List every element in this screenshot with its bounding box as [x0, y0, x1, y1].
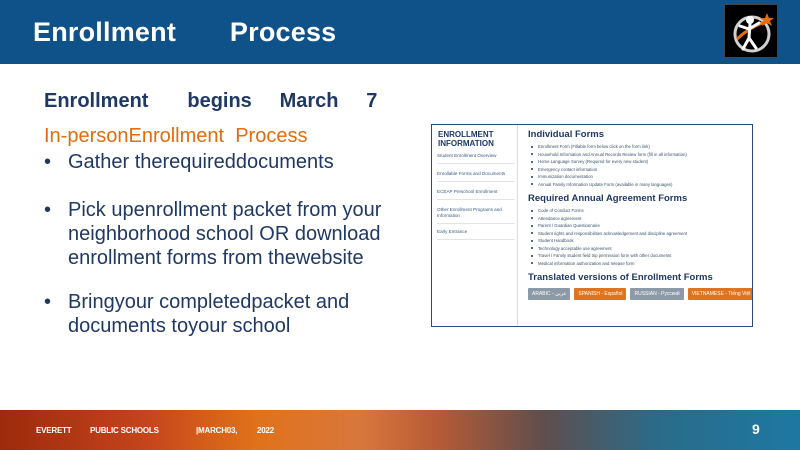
- process-heading: In-personEnrollment Process: [44, 125, 308, 147]
- annual-forms-list: [528, 208, 750, 266]
- sidebar-item: ECEAP Preschool Enrollment: [437, 189, 515, 200]
- sidebar-item: Early Entrance: [437, 229, 515, 240]
- sidebar-item: Enrollable Forms and Documents: [437, 171, 515, 182]
- language-button: ARABIC - عربي: [528, 288, 570, 300]
- list-item: Annual Family Information Update Form (available in many languages): [528, 182, 750, 188]
- slide-title: Enrollment Process: [33, 17, 337, 47]
- list-item: Student Handbook: [528, 238, 750, 244]
- sidebar-item: Student Enrollment Overview: [437, 153, 515, 164]
- footer-district-name: EVERETT: [36, 426, 72, 435]
- list-item: Travel / Family student field trip permission form with other documents: [528, 253, 750, 259]
- website-sidebar: [432, 125, 518, 327]
- language-button-row: [528, 288, 750, 300]
- bullet-marker: •: [44, 151, 52, 173]
- bullet-item: [44, 150, 424, 174]
- list-item: Medical information authorization and release form: [528, 261, 750, 267]
- list-item: Home Language Survey (Required for every new student): [528, 159, 750, 165]
- sidebar-title: ENROLLMENT INFORMATION: [438, 130, 494, 148]
- language-button: VIETNAMESE - Tiếng Việt: [688, 288, 753, 300]
- bullet-item: [44, 290, 424, 338]
- footer-district-suffix: PUBLIC SCHOOLS: [90, 426, 159, 435]
- page-number: 9: [752, 421, 760, 437]
- enrollment-date-heading: Enrollment begins March 7: [44, 90, 378, 112]
- annual-forms-heading: Required Annual Agreement Forms: [528, 193, 688, 204]
- district-logo-icon: [724, 4, 778, 58]
- list-item: Emergency contact information: [528, 167, 750, 173]
- individual-forms-list: [528, 144, 750, 187]
- footer-bar: [0, 410, 800, 450]
- footer-date: |MARCH03,: [196, 426, 238, 435]
- list-item: Attendance agreement: [528, 216, 750, 222]
- list-item: Household Information and Annual Records Review form (fill in all information): [528, 152, 750, 158]
- bullet-list: [44, 150, 424, 358]
- list-item: Student rights and responsibilities acknowledgement and discipline agreement: [528, 231, 750, 237]
- bullet-marker: •: [44, 199, 52, 221]
- bullet-marker: •: [44, 291, 52, 313]
- list-item: Parent / Guardian Questionnaire: [528, 223, 750, 229]
- website-main: [528, 129, 750, 300]
- language-button: RUSSIAN - Русский: [630, 288, 683, 300]
- bullet-text: Pick upenrollment packet from your neighborhood school OR download enrollment forms from thewebsite: [68, 199, 382, 269]
- bullet-text: Gather therequireddocuments: [68, 151, 334, 173]
- list-item: Immunization documentation: [528, 174, 750, 180]
- list-item: Technology acceptable use agreement: [528, 246, 750, 252]
- translated-forms-heading: Translated versions of Enrollment Forms: [528, 272, 713, 283]
- list-item: Enrollment Form (Fillable form below click on the form link): [528, 144, 750, 150]
- bullet-text: Bringyour completedpacket and documents toyour school: [68, 291, 350, 337]
- list-item: Code of Conduct Forms: [528, 208, 750, 214]
- individual-forms-heading: Individual Forms: [528, 129, 605, 140]
- sidebar-item: Other Enrollment Programs and Information: [437, 207, 515, 224]
- footer-year: 2022: [257, 426, 274, 435]
- title-bar: [0, 0, 800, 64]
- website-screenshot: [431, 124, 753, 327]
- bullet-item: [44, 198, 424, 270]
- language-button: SPANISH - Español: [574, 288, 626, 300]
